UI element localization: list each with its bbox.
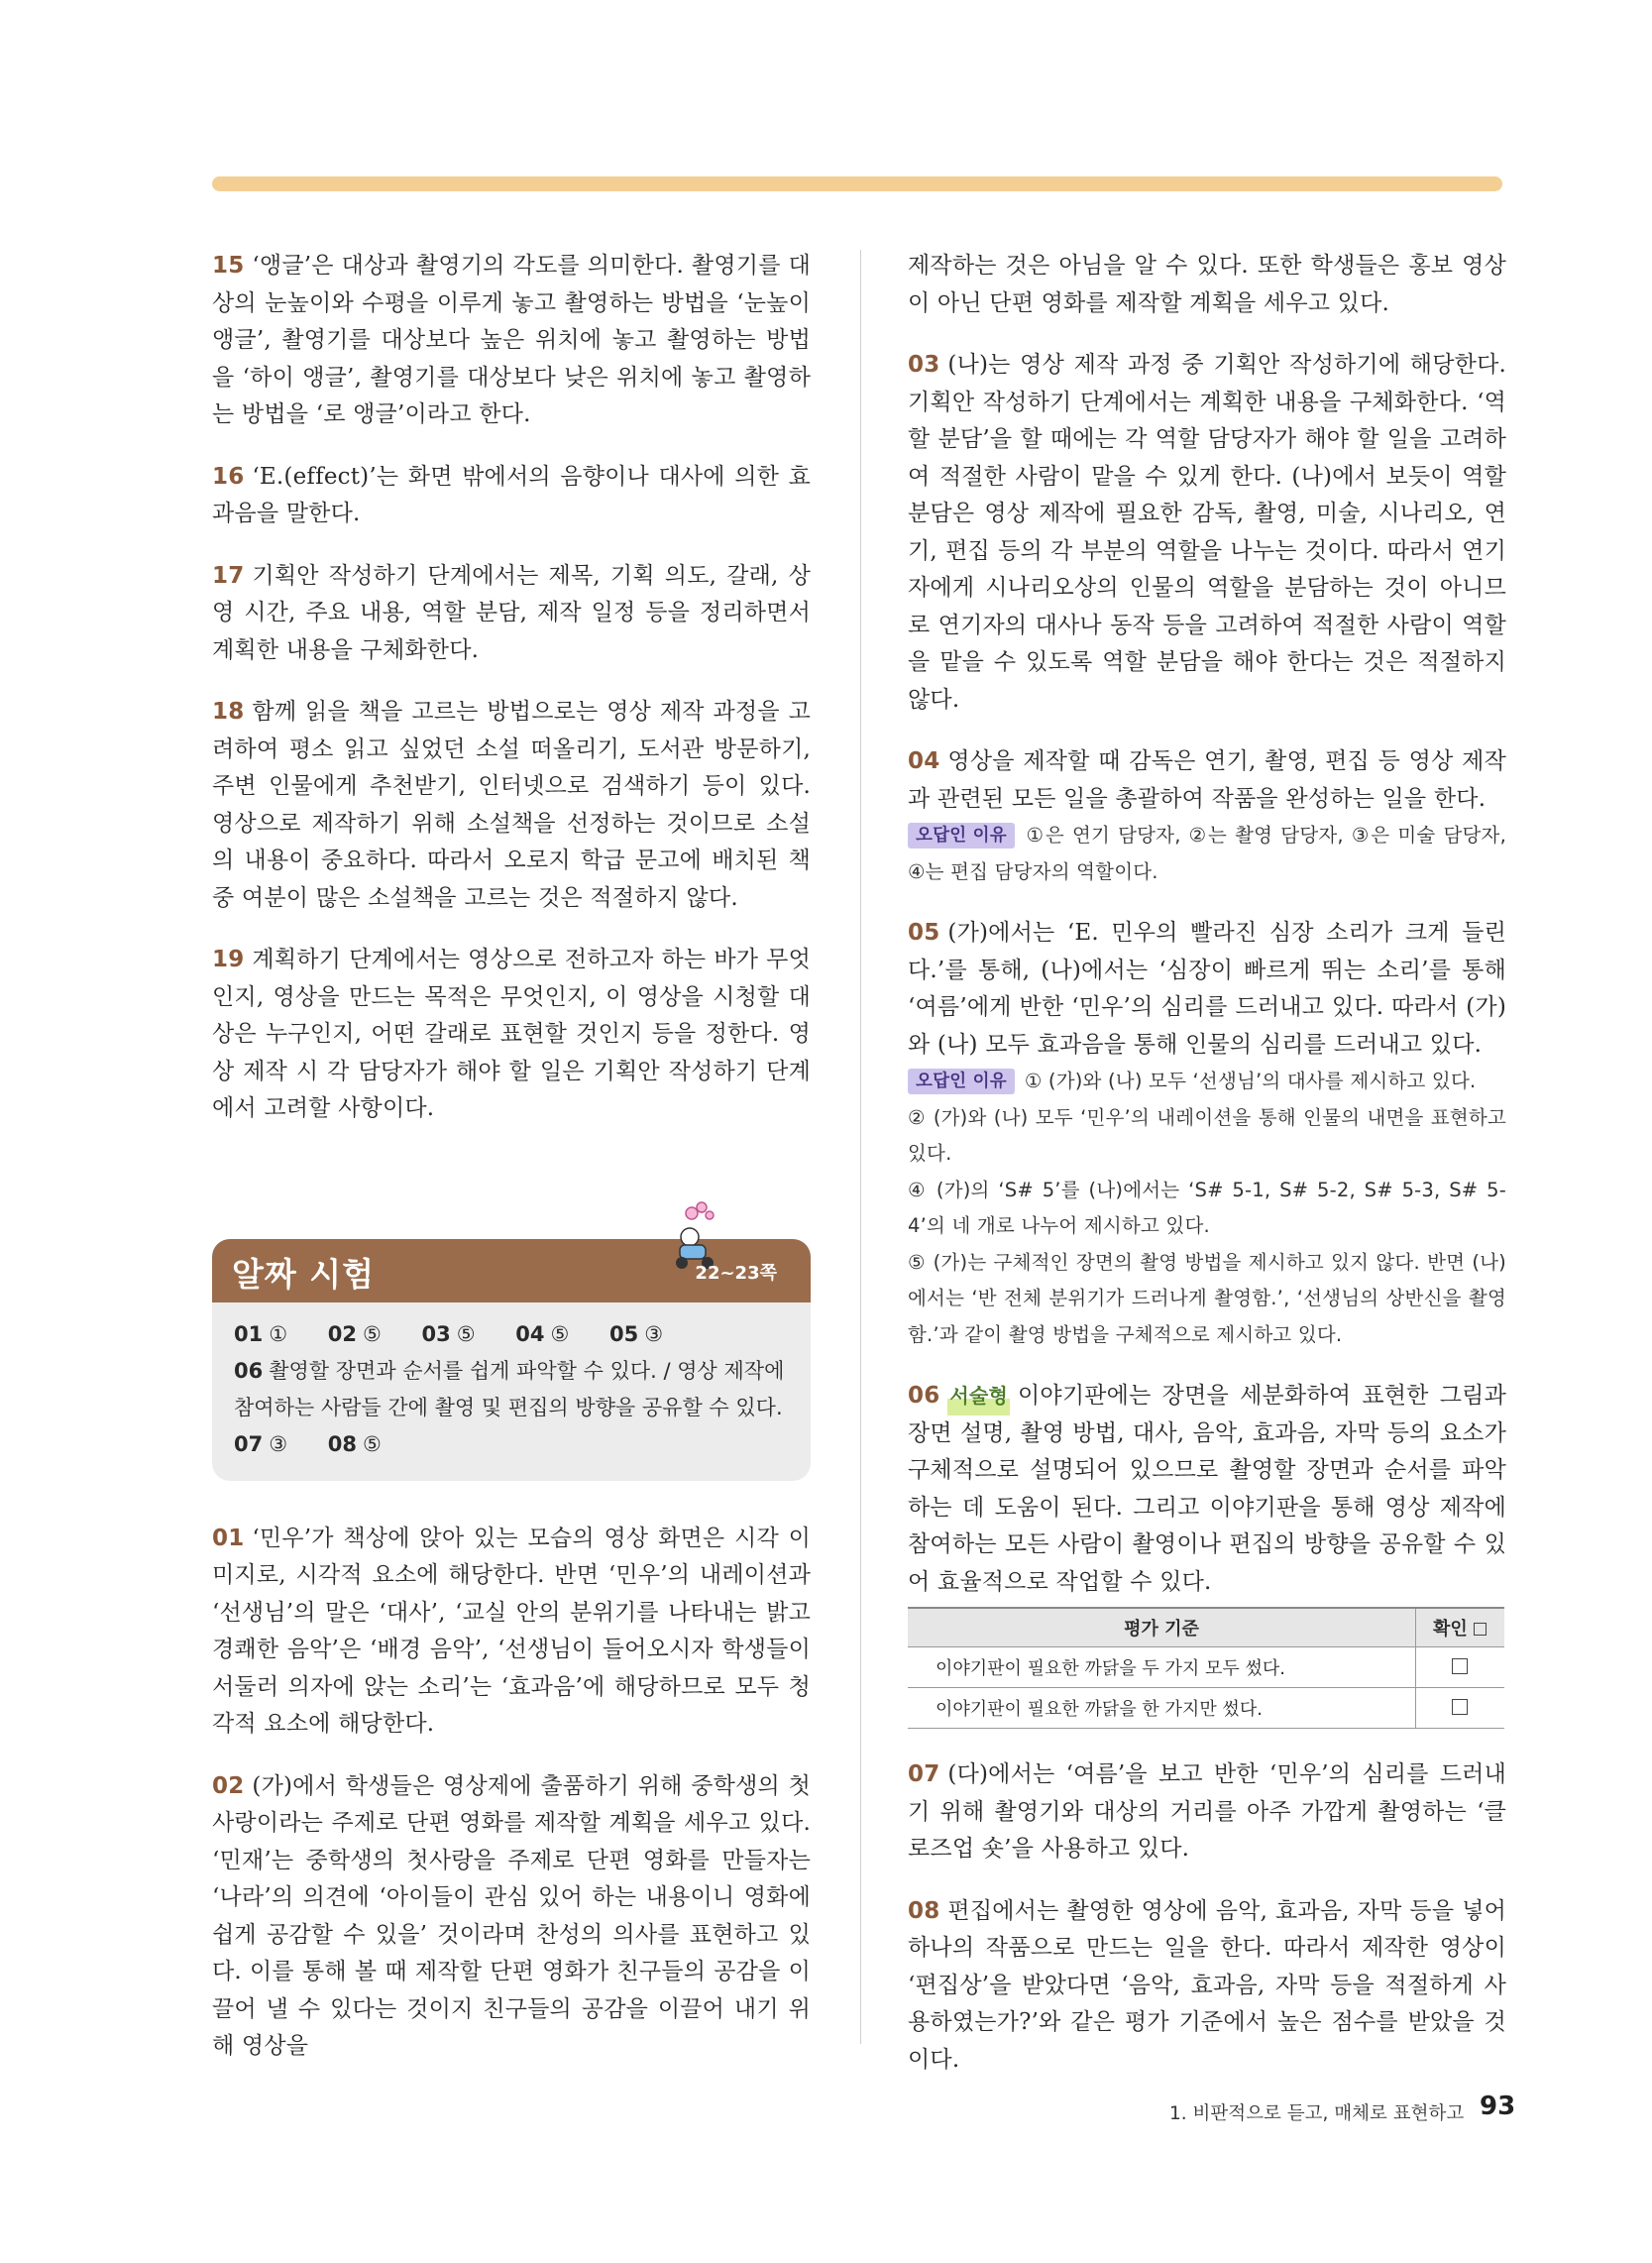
quiz-page-range: 22~23쪽: [695, 1262, 777, 1284]
answer-row-1: [234, 1316, 789, 1353]
quiz-answers: [212, 1302, 811, 1481]
answer-item-17: 17 기획안 작성하기 단계에서는 제목, 기획 의도, 갈래, 상영 시간, 주요 내용, 역할 분담, 제작 일정 등을 정리하면서 계획한 내용을 구체화한다.: [212, 562, 811, 663]
quiz-explanation-05: 05 (가)에서는 ‘E. 민우의 빨라진 심장 소리가 크게 들린다.’를 통해, (나)에서는 ‘심장이 빠르게 뛰는 소리’를 통해 ‘여름’에게 반한 ‘민우’의 심리를 드러내고 있다. 따라서 (가)와 (나) 모두 효과음을 통해 인물의 심리를 드러내고 있다. 오답인 이유 ① (가)와 (나) 모두 ‘선생님’의 대사를 제시하고 있다. ② (가)와 (나) 모두 ‘민우’의 내레이션을 통해 인물의 내면을 표현하고 있다. ④ (가)의 ‘S# 5’를 (나)에서는 ‘S# 5-1, S# 5-2, S# 5-3, S# 5-4’의 네 개로 나누어 제시하고 있다. ⑤ (가)는 구체적인 장면의 촬영 방법을 제시하고 있지 않다. 반면 (나)에서는 ‘반 전체 분위기가 드러나게 촬영함.’, ‘선생님의 상반신을 촬영함.’과 같이 촬영 방법을 구체적으로 제시하고 있다.: [908, 915, 1506, 1353]
quiz-explanation-03: 03 (나)는 영상 제작 과정 중 기획안 작성하기에 해당한다. 기획안 작성하기 단계에서는 계획한 내용을 구체화한다. ‘역할 분담’을 할 때에는 각 역할 담당자가 해야 할 일을 고려하여 적절한 사람이 맡을 수 있게 한다. (나)에서 보듯이 역할 분담은 영상 제작에 필요한 감독, 촬영, 미술, 시나리오, 연기, 편집 등의 각 부분의 역할을 나누는 것이다. 따라서 연기자에게 시나리오상의 인물의 역할을 분담하는 것이 아니므로 연기자의 대사나 동작 등을 고려하여 적절한 사람이 역할을 맡을 수 있도록 역할 분담을 해야 한다는 것은 적절하지 않다.: [908, 352, 1506, 713]
wrong-answer-note-05: 오답인 이유 ① (가)와 (나) 모두 ‘선생님’의 대사를 제시하고 있다. ② (가)와 (나) 모두 ‘민우’의 내레이션을 통해 인물의 내면을 표현하고 있다. ④ (가)의 ‘S# 5’를 (나)에서는 ‘S# 5-1, S# 5-2, S# 5-3, S# 5-4’의 네 개로 나누어 제시하고 있다. ⑤ (가)는 구체적인 장면의 촬영 방법을 제시하고 있지 않다. 반면 (나)에서는 ‘반 전체 분위기가 드러나게 촬영함.’, ‘선생님의 상반신을 촬영함.’과 같이 촬영 방법을 구체적으로 제시하고 있다.: [908, 1070, 1506, 1346]
wrong-answer-tag: 오답인 이유: [908, 823, 1015, 849]
quiz-answer-box: [212, 1239, 811, 1481]
quiz-header: [212, 1239, 811, 1302]
evaluation-table-header: 평가 기준 확인: [908, 1608, 1504, 1647]
wrong-answer-note-04: 오답인 이유 ①은 연기 담당자, ②는 촬영 담당자, ③은 미술 담당자, ④는 편집 담당자의 역할이다.: [908, 824, 1506, 883]
left-column: [212, 248, 811, 2091]
answer-item-19: 19 계획하기 단계에서는 영상으로 전하고자 하는 바가 무엇인지, 영상을 만드는 목적은 무엇인지, 이 영상을 시청할 대상은 누구인지, 어떤 갈래로 표현할 것인지 등을 정한다. 영상 제작 시 각 담당자가 해야 할 일은 기획안 작성하기 단계에서 고려할 사항이다.: [212, 947, 811, 1121]
answer-07: 07 ③: [234, 1431, 288, 1456]
evaluation-table: [908, 1607, 1504, 1729]
quiz-explanation-08: 08 편집에서는 촬영한 영상에 음악, 효과음, 자막 등을 넣어 하나의 작품으로 만드는 일을 한다. 따라서 제작한 영상이 ‘편집상’을 받았다면 ‘음악, 효과음, 자막 등을 적절하게 사용하였는가?’와 같은 평가 기준에서 높은 점수를 받았을 것이다.: [908, 1897, 1506, 2073]
table-row: 이야기판이 필요한 까닭을 한 가지만 썼다.: [908, 1688, 1504, 1729]
answer-03: 03 ⑤: [421, 1321, 476, 1346]
answer-05: 05 ③: [609, 1321, 664, 1346]
page-number: 93: [1480, 2092, 1516, 2121]
quiz-explanation-01: 01 ‘민우’가 책상에 앉아 있는 모습의 영상 화면은 시각 이미지로, 시각적 요소에 해당한다. 반면 ‘민우’의 내레이션과 ‘선생님’의 말은 ‘대사’, ‘교실 안의 분위기를 나타내는 밝고 경쾌한 음악’은 ‘배경 음악’, ‘선생님이 들어오시자 학생들이 서둘러 의자에 앉는 소리’는 ‘효과음’에 해당하므로 모두 청각적 요소에 해당한다.: [212, 1525, 811, 1737]
top-accent-bar: [212, 176, 1502, 191]
quiz-explanation-06: 06 서술형 이야기판에는 장면을 세분화하여 표현한 그림과 장면 설명, 촬영 방법, 대사, 음악, 효과음, 자막 등의 요소가 구체적으로 설명되어 있으므로 촬영할 장면과 순서를 파악하는 데 도움이 된다. 그리고 이야기판을 통해 영상 제작에 참여하는 모든 사람이 촬영이나 편집의 방향을 공유할 수 있어 효율적으로 작업할 수 있다.: [908, 1378, 1506, 1601]
answer-row-3: [234, 1426, 789, 1463]
answer-item-18: 18 함께 읽을 책을 고르는 방법으로는 영상 제작 과정을 고려하여 평소 읽고 싶었던 소설 떠올리기, 도서관 방문하기, 주변 인물에게 추천받기, 인터넷으로 검색하기 등이 있다. 영상으로 제작하기 위해 소설책을 선정하는 것이므로 소설의 내용이 중요하다. 따라서 오로지 학급 문고에 배치된 책 중 여분이 많은 소설책을 고르는 것은 적절하지 않다.: [212, 699, 811, 911]
answer-item-15: 15 ‘앵글’은 대상과 촬영기의 각도를 의미한다. 촬영기를 대상의 눈높이와 수평을 이루게 놓고 촬영하는 방법을 ‘눈높이 앵글’, 촬영기를 대상보다 높은 위치에 놓고 촬영하는 방법을 ‘하이 앵글’, 촬영기를 대상보다 낮은 위치에 놓고 촬영하는 방법을 ‘로 앵글’이라고 한다.: [212, 253, 811, 427]
quiz-explanation-04: 04 영상을 제작할 때 감독은 연기, 촬영, 편집 등 영상 제작과 관련된 모든 일을 총괄하여 작품을 완성하는 일을 한다. 오답인 이유 ①은 연기 담당자, ②는 촬영 담당자, ③은 미술 담당자, ④는 편집 담당자의 역할이다.: [908, 743, 1506, 890]
table-row: 이야기판이 필요한 까닭을 두 가지 모두 썼다.: [908, 1647, 1504, 1688]
answer-02: 02 ⑤: [327, 1321, 382, 1346]
wrong-answer-tag: 오답인 이유: [908, 1069, 1015, 1094]
quiz-explanation-02-continued: 제작하는 것은 아님을 알 수 있다. 또한 학생들은 홍보 영상이 아닌 단편 영화를 제작할 계획을 세우고 있다.: [908, 253, 1506, 316]
check-box[interactable]: [1452, 1699, 1468, 1715]
quiz-title: 알짜 시험: [232, 1254, 376, 1294]
right-column: [908, 248, 1506, 2103]
quiz-explanation-07: 07 (다)에서는 ‘여름’을 보고 반한 ‘민우’의 심리를 드러내기 위해 촬영기와 대상의 거리를 아주 가깝게 촬영하는 ‘클로즈업 숏’을 사용하고 있다.: [908, 1761, 1506, 1862]
checkbox-icon: [1474, 1623, 1487, 1636]
answer-item-16: 16 ‘E.(effect)’는 화면 밖에서의 음향이나 대사에 의한 효과음을 말한다.: [212, 463, 811, 526]
footer-chapter-label: 1. 비판적으로 듣고, 매체로 표현하고: [1169, 2103, 1465, 2124]
answer-01: 01 ①: [234, 1321, 288, 1346]
quiz-explanation-02: 02 (가)에서 학생들은 영상제에 출품하기 위해 중학생의 첫사랑이라는 주제로 단편 영화를 제작할 계획을 세우고 있다. ‘민재’는 중학생의 첫사랑을 주제로 단편 영화를 만들자는 ‘나라’의 의견에 ‘아이들이 관심 있어 하는 내용이니 영화에 쉽게 공감할 수 있을’ 것이라며 찬성의 의사를 표현하고 있다. 이를 통해 볼 때 제작할 단편 영화가 친구들의 공감을 이끌어 낼 수 있다는 것이지 친구들의 공감을 이끌어 내기 위해 영상을: [212, 1772, 811, 2059]
check-box[interactable]: [1452, 1658, 1468, 1674]
essay-type-tag: 서술형: [947, 1378, 1010, 1415]
answer-06: 06 촬영할 장면과 순서를 쉽게 파악할 수 있다. / 영상 제작에 참여하는 사람들 간에 촬영 및 편집의 방향을 공유할 수 있다.: [234, 1358, 785, 1419]
column-divider: [860, 250, 861, 2044]
answer-04: 04 ⑤: [515, 1321, 570, 1346]
answer-08: 08 ⑤: [327, 1431, 382, 1456]
